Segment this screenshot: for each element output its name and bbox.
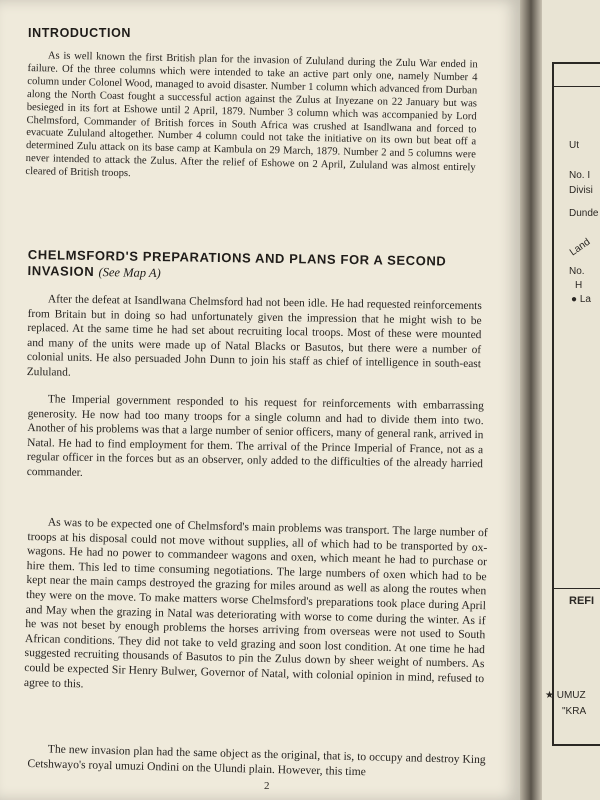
map-border: [552, 62, 600, 746]
section-heading: [27, 247, 497, 286]
book-gutter: [520, 0, 542, 800]
map-fragment-5: Land: [567, 236, 593, 259]
intro-heading: INTRODUCTION: [28, 26, 132, 40]
map-fragment-3: Divisi: [569, 185, 593, 196]
map-fragment-2: No. I: [569, 170, 591, 181]
section-subheading: (See Map A): [98, 265, 161, 281]
map-divider-line: [552, 588, 600, 589]
page-number: 2: [264, 780, 270, 792]
section-heading-title: CHELMSFORD'S PREPARATIONS AND PLANS FOR A SECOND INVASION: [27, 247, 447, 280]
body-paragraph-1: After the defeat at Isandlwana Chelmsford had not been idle. He had requested reinforcements from Britain but in doing so had unfortunately given the impression that he might wish to be replaced. At the same time he had set about recruiting local troops. Most of these were mounted and many of the units were made up of Natal Blacks or Basutos, but there were a number of colonial units. He also persuaded John Dunn to join his staff as chief of intelligence in south-east Zululand.: [26, 293, 482, 379]
map-fragment-10: ★ UMUZ: [545, 690, 586, 701]
body-paragraph-2: The Imperial government responded to his request for reinforcements with embarrassing generosity. He now had too many troops for a single column and had to divide them into two. Another of his problems was that a large number of senior officers, many of general rank, arrived in Natal. He had to find employment for them. The arrival of the Prince Imperial of France, not as a regular officer in the forces but as an observer, only added to the difficulties of the already harried commander.: [26, 393, 484, 479]
map-fragment-1: Ut: [569, 140, 579, 151]
map-fragment-8: ● La: [571, 294, 591, 305]
map-border-top: [552, 86, 600, 87]
map-fragment-7: H: [575, 280, 583, 291]
map-fragment-6: No.: [569, 266, 585, 277]
body-paragraph-4: The new invasion plan had the same object as the original, that is, to occupy and destroy King Cetshwayo's royal umuzi Ondini on the Ulundi plain. However, this time: [27, 742, 486, 778]
map-fragment-4: Dunde: [569, 208, 599, 219]
body-paragraph-3: As was to be expected one of Chelmsford's main problems was transport. The large number of troops at his disposal could not move without supplies, all of which had to be transported by ox-wagons. He had no power to commandeer wagons and oxen, which meant he had to purchase or hire them. This led to time consuming negotiations. The large numbers of oxen which had to be kept near the main camps destroyed the grazing for miles around as well as along the routes when they were on the move. To make matters worse Chelmsford's preparations took place during April and May when the grazing in Natal was deteriorating with worse to come during the winter. As if he was not beset by enough problems the horses arriving from overseas were not used to South African conditions. They did not take to veld grazing and soon lost condition. At one time he had suggested recruiting thousands of Basutos to pin the Zulus down by sheer weight of numbers. As could be expected Sir Henry Bulwer, Governor of Natal, with colonial opinion in mind, refused to agree to this.: [23, 515, 488, 690]
intro-paragraph: As is well known the first British plan for the invasion of Zululand during the Zulu War ended in failure. Of the three columns which were intended to take an active part only one, namely Number 4 column under Colonel Wood, managed to avoid disaster. Number 1 column which advanced from Durban along the North Coast fought a successful action against the Zulus at Inyezane on 22 January but was besieged in its fort at Eshowe until 2 April, 1879. Number 3 column which was accompanied by Lord Chelmsford, Commander of British forces in South Africa was crushed at Isandlwana and forced to evacuate Zululand altogether. Number 4 column could not take the initiative on its own but beat off a determined Zulu attack on its base camp at Kambula on 29 March, 1879. Number 2 and 5 columns were never intended to attack the Zulus. After the relief of Eshowe on 2 April, Zululand was almost entirely cleared of British troops.: [25, 50, 478, 180]
map-fragment-9: REFI: [569, 595, 595, 607]
map-fragment-11: "KRA: [562, 706, 587, 717]
facing-page-map: [542, 0, 600, 800]
